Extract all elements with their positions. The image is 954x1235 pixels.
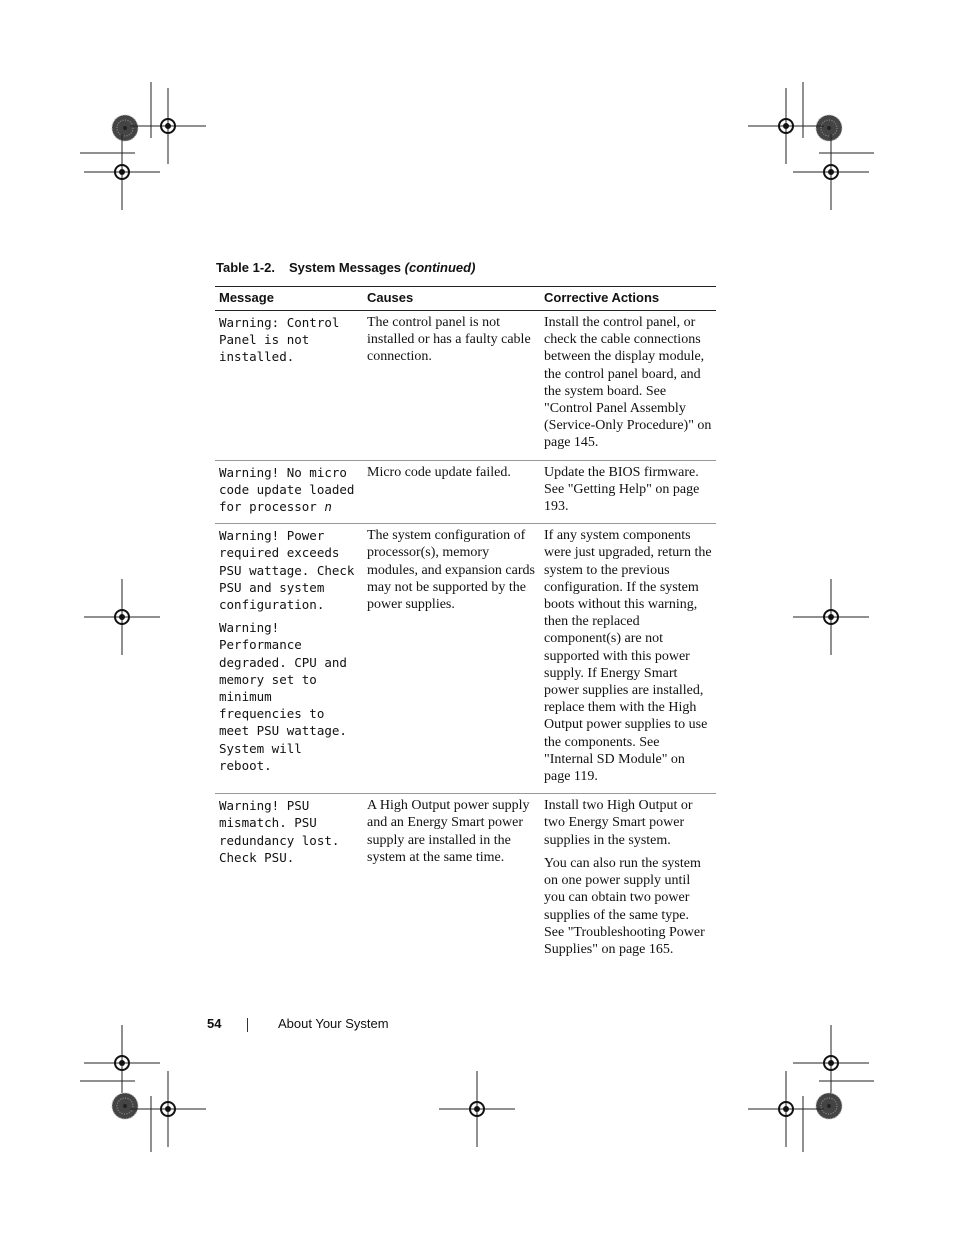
causes-text: A High Output power supply and an Energy Smart power supply are installed in the system at the same time. <box>367 798 530 865</box>
registration-mark <box>84 579 160 655</box>
actions-cell <box>540 794 716 966</box>
actions-cell <box>540 460 716 524</box>
actions-cell <box>540 311 716 461</box>
actions-text: If any system components were just upgraded, return the system to the previous configuration. If the system boots without this warning, then the replaced component(s) are not supported with this power supply. If Energy Smart power supplies are installed, replace them with the High Output power supplies to use the components. See "Internal SD Module" on page 119. <box>544 528 712 785</box>
registration-mark <box>130 88 206 164</box>
header-causes: Causes <box>363 287 540 311</box>
actions-text: You can also run the system on one power supply until you can obtain two power supplies of the same type. See "Troubleshooting Power Supplies" on page 165. <box>544 855 705 957</box>
registration-mark <box>84 1025 160 1101</box>
starburst-mark <box>112 1093 138 1119</box>
message-cell <box>215 311 363 461</box>
table-caption <box>216 260 475 275</box>
table-row <box>215 794 716 966</box>
causes-text: Micro code update failed. <box>367 464 511 480</box>
causes-cell <box>363 524 540 794</box>
message-cell <box>215 524 363 794</box>
header-message: Message <box>215 287 363 311</box>
actions-text: Install the control panel, or check the cable connections between the display module, the control panel board, and the system board. See "Control Panel Assembly (Service-Only Procedure)" on page 145. <box>544 315 712 451</box>
starburst-mark <box>112 115 138 141</box>
causes-text: The system configuration of processor(s), memory modules, and expansion cards may not be supported by the power supplies. <box>367 528 535 613</box>
message-cell <box>215 794 363 966</box>
table-row <box>215 460 716 524</box>
actions-cell <box>540 524 716 794</box>
registration-mark <box>793 579 869 655</box>
message-text <box>219 464 359 516</box>
section-title: About Your System <box>278 1016 389 1031</box>
table-header-row <box>215 287 716 311</box>
registration-mark <box>793 134 869 210</box>
actions-text: Update the BIOS firmware. See "Getting Help" on page 193. <box>544 464 700 515</box>
message-cell <box>215 460 363 524</box>
system-messages-table <box>215 286 716 966</box>
causes-cell <box>363 794 540 966</box>
footer-separator <box>247 1018 248 1032</box>
header-corrective-actions: Corrective Actions <box>540 287 716 311</box>
causes-cell <box>363 460 540 524</box>
message-text-main: Warning! No micro code update loaded for processor <box>219 464 355 515</box>
message-variable: n <box>324 499 332 515</box>
starburst-mark <box>816 115 842 141</box>
table-continued: (continued) <box>404 260 476 275</box>
registration-mark <box>439 1071 515 1147</box>
starburst-mark <box>816 1093 842 1119</box>
message-text: Warning! Power required exceeds PSU wattage. Check PSU and system configuration. <box>219 528 355 613</box>
registration-mark <box>793 1025 869 1101</box>
page-number: 54 <box>207 1016 222 1031</box>
registration-mark <box>748 1071 824 1147</box>
message-text: Warning! Performance degraded. CPU and memory set to minimum frequencies to meet PSU wattage. System will reboot. <box>219 620 347 773</box>
table-title: System Messages <box>289 260 402 275</box>
registration-mark <box>748 88 824 164</box>
registration-mark <box>84 134 160 210</box>
actions-text: Install two High Output or two Energy Smart power supplies in the system. <box>544 798 693 848</box>
causes-text: The control panel is not installed or has a faulty cable connection. <box>367 315 531 365</box>
causes-cell <box>363 311 540 461</box>
message-text: Warning: Control Panel is not installed. <box>219 315 340 365</box>
message-text: Warning! PSU mismatch. PSU redundancy lost. Check PSU. <box>219 798 340 865</box>
registration-mark <box>130 1071 206 1147</box>
table-row <box>215 524 716 794</box>
table-label: Table 1-2. <box>216 260 276 275</box>
table-row <box>215 311 716 461</box>
